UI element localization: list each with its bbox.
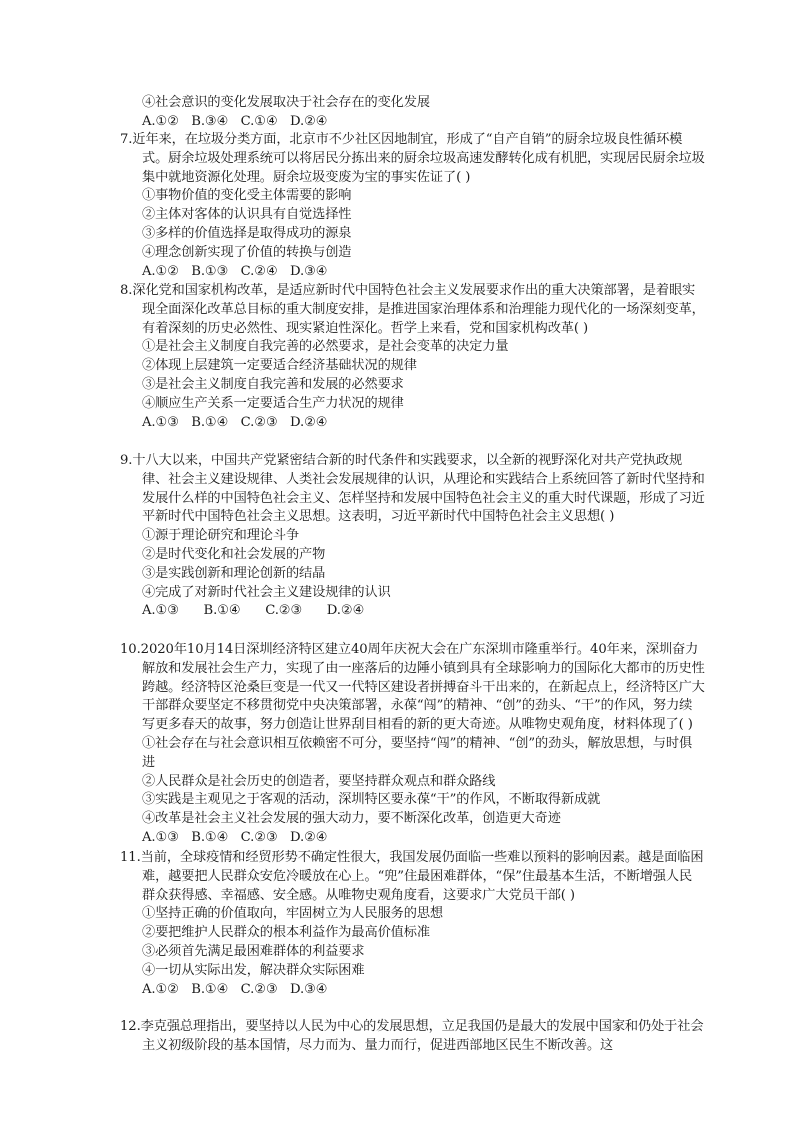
option-4: ④完成了对新时代社会主义建设规律的认识 bbox=[142, 584, 391, 600]
question-stem: 8.深化党和国家机构改革，是适应新时代中国特色社会主义发展要求作出的重大决策部署，是着眼实现全面深化改革总目标的重大制度安排，是推进国家治理体系和治理能力现代化的一场深刻变革，有着深刻的历史必然性、现实紧迫性深化。哲学上来看，党和国家机构改革( ) bbox=[120, 283, 705, 336]
option-4: ④改革是社会主义社会发展的强大动力，要不断深化改革，创造更大奇迹 bbox=[142, 811, 561, 827]
question-10 bbox=[120, 641, 705, 848]
option-1: ①是社会主义制度自我完善的必然要求，是社会变革的决定力量 bbox=[142, 339, 509, 355]
question-11 bbox=[120, 849, 705, 999]
option-2: ②体现上层建筑一定要适合经济基础状况的规律 bbox=[142, 358, 417, 374]
answer-choices: A.①② B.①③ C.②④ D.③④ bbox=[142, 263, 328, 279]
prev-question-tail bbox=[120, 94, 705, 132]
option-3: ③必须首先满足最困难群体的利益要求 bbox=[142, 943, 365, 959]
option-2: ②要把维护人民群众的根本利益作为最高价值标准 bbox=[142, 925, 430, 941]
answer-choices: A.①③ B.①④ C.②③ D.②④ bbox=[142, 603, 365, 619]
answer-choices: A.①② B.①④ C.②③ D.③④ bbox=[142, 981, 328, 997]
question-8 bbox=[120, 282, 705, 432]
question-stem: 7.近年来，在垃圾分类方面，北京市不少社区因地制宜，形成了“自产自销”的厨余垃圾良性循环模式。厨余垃圾处理系统可以将居民分拣出来的厨余垃圾高速发酵转化成有机肥，实现居民厨余垃圾集中就地资源化处理。厨余垃圾变废为宝的事实佐证了( ) bbox=[120, 132, 705, 185]
question-stem: 12.李克强总理指出，要坚持以人民为中心的发展思想，立足我国仍是最大的发展中国家和仍处于社会主义初级阶段的基本国情，尽力而为、量力而行，促进西部地区民生不断改善。这 bbox=[120, 1019, 704, 1053]
option-1: ①源于理论研究和理论斗争 bbox=[142, 528, 300, 544]
question-stem: 10.2020年10月14日深圳经济特区建立40周年庆祝大会在广东深圳市隆重举行。40年来，深圳奋力解放和发展社会生产力，实现了由一座落后的边陲小镇到具有全球影响力的国际化大都市的历史性跨越。经济特区沧桑巨变是一代又一代特区建设者拼搏奋斗干出来的，在新起点上，经济特区广大干部群众要坚定不移贯彻党中央决策部署，永葆“闯”的精神、“创”的劲头、“干”的作风，努力续写更多春天的故事，努力创造让世界刮目相看的新的更大奇迹。从唯物史观角度，材料体现了( ) bbox=[120, 642, 705, 733]
option-4: ④顺应生产关系一定要适合生产力状况的规律 bbox=[142, 395, 404, 411]
question-stem: 9.十八大以来，中国共产党紧密结合新的时代条件和实践要求，以全新的视野深化对共产党执政规律、社会主义建设规律、人类社会发展规律的认识，从理论和实践结合上系统回答了新时代坚持和发展什么样的中国特色社会主义、怎样坚持和发展中国特色社会主义的重大时代课题，形成了习近平新时代中国特色社会主义思想。这表明，习近平新时代中国特色社会主义思想( ) bbox=[120, 453, 705, 525]
question-stem: 11.当前，全球疫情和经贸形势不确定性很大，我国发展仍面临一些难以预料的影响因素。越是面临困难，越要把人民群众安危冷暖放在心上。“兜”住最困难群体，“保”住最基本生活，不断增强人民群众获得感、幸福感、安全感。从唯物史观角度看，这要求广大党员干部( ) bbox=[120, 850, 704, 903]
option-2: ②是时代变化和社会发展的产物 bbox=[142, 546, 326, 562]
option-3: ③是实践创新和理论创新的结晶 bbox=[142, 565, 326, 581]
option-3: ③实践是主观见之于客观的活动，深圳特区要永葆“干”的作风，不断取得新成就 bbox=[142, 792, 601, 808]
question-12 bbox=[120, 1018, 705, 1056]
option-4: ④一切从实际出发，解决群众实际困难 bbox=[142, 962, 365, 978]
option-2: ②主体对客体的认识具有自觉选择性 bbox=[142, 207, 352, 223]
answer-choices: A.①③ B.①④ C.②③ D.②④ bbox=[142, 829, 328, 845]
option-4: ④理念创新实现了价值的转换与创造 bbox=[142, 244, 352, 260]
option-3: ③是社会主义制度自我完善和发展的必然要求 bbox=[142, 376, 404, 392]
option-1: ①社会存在与社会意识相互依赖密不可分，要坚持“闯”的精神、“创”的劲头，解放思想，与时俱进 bbox=[142, 735, 693, 770]
option-4: ④社会意识的变化发展取决于社会存在的变化发展 bbox=[142, 95, 430, 110]
answer-choices: A.①③ B.①④ C.②③ D.②④ bbox=[142, 414, 328, 430]
option-1: ①坚持正确的价值取向，牢固树立为人民服务的思想 bbox=[142, 906, 444, 922]
answer-choices: A.①② B.③④ C.①④ D.②④ bbox=[142, 113, 328, 129]
option-1: ①事物价值的变化受主体需要的影响 bbox=[142, 188, 352, 204]
option-3: ③多样的价值选择是取得成功的源泉 bbox=[142, 225, 352, 241]
option-2: ②人民群众是社会历史的创造者，要坚持群众观点和群众路线 bbox=[142, 773, 496, 789]
question-7 bbox=[120, 131, 705, 281]
question-9 bbox=[120, 452, 705, 621]
